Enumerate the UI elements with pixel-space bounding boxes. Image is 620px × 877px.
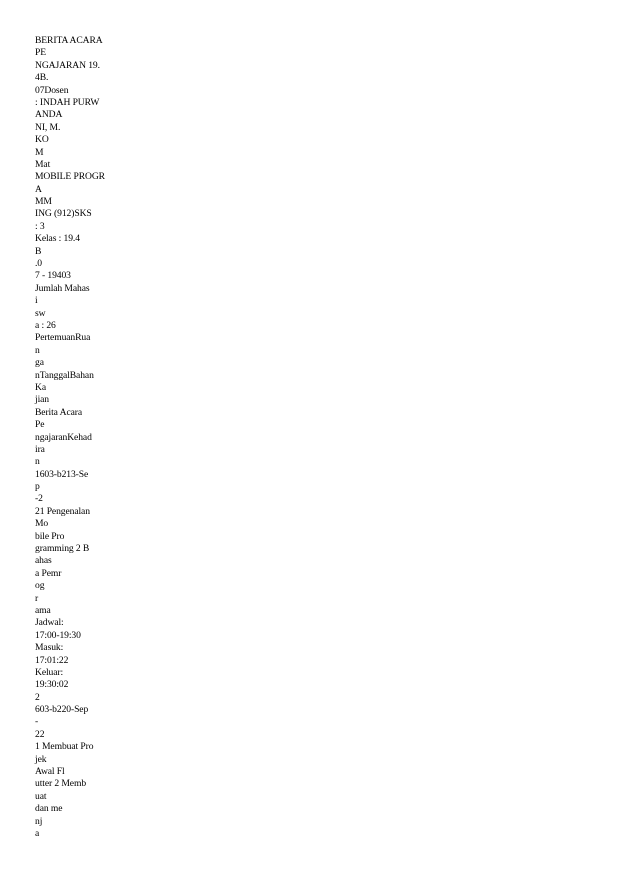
document-line: dan me bbox=[35, 803, 63, 815]
document-text-column bbox=[35, 35, 155, 840]
document-line: NGAJARAN 19. bbox=[35, 59, 100, 71]
document-line: MM bbox=[35, 196, 52, 208]
document-line: ANDA bbox=[35, 109, 63, 121]
document-line: 1603-b213-Se bbox=[35, 468, 89, 480]
document-line: 07Dosen bbox=[35, 84, 69, 96]
document-line: KO bbox=[35, 134, 49, 146]
document-line: nTanggalBahan bbox=[35, 369, 94, 381]
document-line: 7 - 19403 bbox=[35, 270, 71, 282]
document-line: Awal Fl bbox=[35, 766, 65, 778]
document-line: Mo bbox=[35, 518, 49, 530]
document-line: NI, M. bbox=[35, 121, 61, 133]
document-line: a bbox=[35, 828, 40, 839]
document-line: a : 26 bbox=[35, 319, 56, 331]
document-line: Pe bbox=[35, 419, 45, 431]
document-line: ING (912)SKS bbox=[35, 208, 92, 220]
document-line: : INDAH PURW bbox=[35, 96, 100, 108]
document-line: nj bbox=[35, 815, 43, 827]
document-line: i bbox=[35, 295, 38, 307]
document-line: n bbox=[35, 344, 40, 356]
document-line: bile Pro bbox=[35, 530, 65, 542]
document-line: 19:30:02 bbox=[35, 679, 69, 691]
document-line: jian bbox=[35, 394, 49, 406]
document-line: ira bbox=[35, 443, 45, 455]
document-line: 22 bbox=[35, 728, 45, 740]
document-line: utter 2 Memb bbox=[35, 778, 87, 790]
document-line: - bbox=[35, 716, 39, 728]
document-line: r bbox=[35, 592, 39, 604]
document-line: ahas bbox=[35, 555, 52, 567]
document-line: gramming 2 B bbox=[35, 543, 90, 555]
document-line: ama bbox=[35, 604, 51, 616]
document-line: jek bbox=[35, 753, 47, 765]
document-line: -2 bbox=[35, 493, 43, 505]
document-line: og bbox=[35, 580, 45, 592]
document-line: uat bbox=[35, 790, 47, 802]
document-line: 17:00-19:30 bbox=[35, 629, 81, 641]
document-line: M bbox=[35, 146, 44, 158]
document-line: A bbox=[35, 183, 42, 195]
document-line: Jadwal: bbox=[35, 617, 64, 629]
document-line: BERITA ACARA bbox=[35, 35, 103, 46]
document-line: 2 bbox=[35, 691, 40, 703]
document-line: 17:01:22 bbox=[35, 654, 69, 666]
document-line: Kelas : 19.4 bbox=[35, 233, 80, 245]
document-line: Ka bbox=[35, 381, 46, 393]
document-line: ga bbox=[35, 357, 44, 369]
document-line: B bbox=[35, 245, 42, 257]
document-line: sw bbox=[35, 307, 46, 319]
document-line: : 3 bbox=[35, 220, 45, 232]
document-line: PE bbox=[35, 47, 46, 59]
document-line: 4B. bbox=[35, 72, 49, 84]
document-line: Keluar: bbox=[35, 666, 64, 678]
document-line: Jumlah Mahas bbox=[35, 282, 90, 294]
document-line: MOBILE PROGR bbox=[35, 171, 105, 183]
document-line: 603-b220-Sep bbox=[35, 704, 89, 716]
document-line: a Pemr bbox=[35, 567, 62, 579]
document-line: 1 Membuat Pro bbox=[35, 741, 94, 753]
document-line: Masuk: bbox=[35, 642, 64, 654]
document-line: Berita Acara bbox=[35, 406, 83, 418]
document-line: PertemuanRua bbox=[35, 332, 91, 344]
document-line: .0 bbox=[35, 258, 42, 270]
document-line: n bbox=[35, 456, 40, 468]
document-line: Mat bbox=[35, 158, 51, 170]
document-line: 21 Pengenalan bbox=[35, 505, 90, 517]
document-line: ngajaranKehad bbox=[35, 431, 92, 443]
document-line: p bbox=[35, 481, 40, 493]
